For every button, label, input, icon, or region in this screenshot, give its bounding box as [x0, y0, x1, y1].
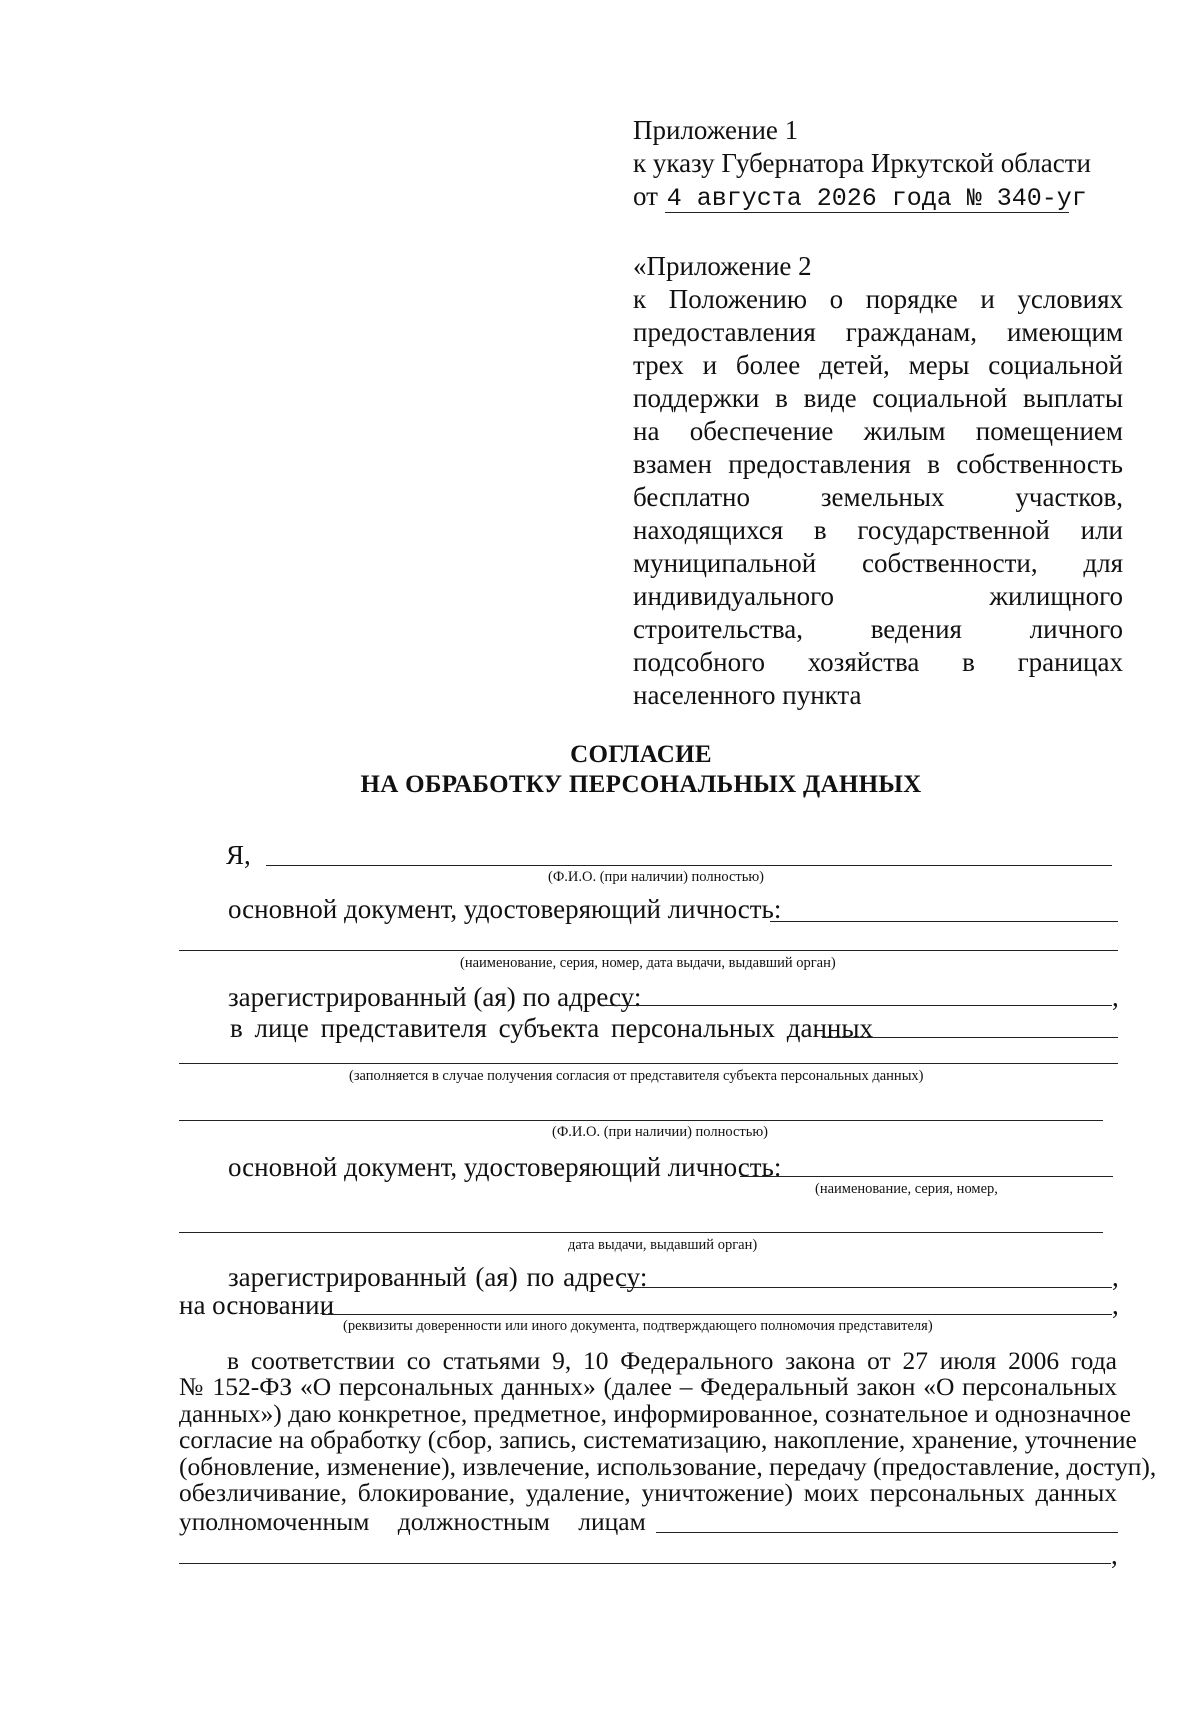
rep-fio-caption: (Ф.И.О. (при наличии) полностью)	[552, 1124, 769, 1140]
regulation-line: подсобного хозяйства в границах	[633, 647, 1123, 677]
regulation-line: бесплатно земельных участков,	[633, 482, 1123, 512]
appendix-2-title: «Приложение 2	[633, 251, 812, 281]
consent-line: № 152-ФЗ «О персональных данных» (далее – Федеральный закон «О персональных	[179, 1372, 1117, 1402]
authorized-persons-field[interactable]	[656, 1532, 1118, 1533]
title-line-2: НА ОБРАБОТКУ ПЕРСОНАЛЬНЫХ ДАННЫХ	[360, 771, 922, 798]
rep-registered-label: зарегистрированный (ая) по адресу:	[228, 1262, 648, 1292]
regulation-line: предоставления гражданам, имеющим	[633, 317, 1123, 347]
basis-label: на основании	[179, 1290, 335, 1320]
regulation-line: строительства, ведения личного	[633, 614, 1123, 644]
registered-label: зарегистрированный (ая) по адресу:	[228, 982, 642, 1012]
appendix-number: Приложение 1	[633, 115, 799, 145]
consent-last-line: уполномоченным должностным лицам	[179, 1507, 646, 1536]
appendix-regulation	[633, 250, 1123, 712]
regulation-line: на обеспечение жилым помещением	[633, 416, 1123, 446]
regulation-line: индивидуального жилищного	[633, 581, 1123, 611]
consent-line: (обновление, изменение), извлечение, использование, передачу (предоставление, доступ),	[179, 1451, 1157, 1481]
representative-caption: (заполняется в случае получения согласия от представителя субъекта персональных данных)	[349, 1068, 924, 1084]
consent-line: согласие на обработку (сбор, запись, систематизацию, накопление, хранение, уточнение	[179, 1425, 1137, 1455]
fio-field[interactable]	[266, 865, 1112, 866]
consent-line: данных») даю конкретное, предметное, информированное, сознательное и однозначное	[179, 1398, 1131, 1428]
representative-field[interactable]	[822, 1037, 1118, 1038]
id-doc-caption: (наименование, серия, номер, дата выдачи, выдавший орган)	[460, 955, 836, 971]
date-prefix: от	[633, 181, 658, 211]
basis-caption: (реквизиты доверенности или иного документа, подтверждающего полномочия представителя)	[343, 1318, 933, 1334]
representative-field-continued[interactable]	[179, 1063, 1118, 1064]
regulation-line: населенного пункта	[633, 680, 862, 710]
id-doc-field-continued[interactable]	[179, 950, 1118, 951]
i-label: Я,	[226, 840, 251, 870]
basis-comma: ,	[1112, 1290, 1119, 1320]
fio-caption: (Ф.И.О. (при наличии) полностью)	[548, 869, 765, 885]
consent-line: обезличивание, блокирование, удаление, уничтожение) моих персональных данных	[179, 1478, 1117, 1508]
consent-line: в соответствии со статьями 9, 10 Федерального закона от 27 июля 2006 года	[227, 1346, 1117, 1375]
representative-label: в лице представителя субъекта персональных данных	[230, 1013, 874, 1043]
regulation-line: взамен предоставления в собственность	[633, 449, 1123, 479]
rep-id-doc-label: основной документ, удостоверяющий личность:	[228, 1152, 782, 1182]
regulation-line: трех и более детей, меры социальной	[633, 350, 1123, 380]
trailing-comma: ,	[1111, 1540, 1118, 1570]
rep-id-doc-field[interactable]	[740, 1176, 1113, 1177]
appendix-header	[633, 114, 1123, 213]
id-doc-label: основной документ, удостоверяющий личность:	[228, 894, 782, 924]
regulation-line: муниципальной собственности, для	[633, 548, 1123, 578]
rep-address-comma: ,	[1112, 1262, 1119, 1292]
rep-address-field[interactable]	[620, 1287, 1112, 1288]
rep-id-doc-caption-2: дата выдачи, выдавший орган)	[568, 1237, 758, 1253]
document-title	[0, 740, 1200, 800]
rep-fio-field[interactable]	[179, 1120, 1103, 1121]
rep-id-doc-caption-1: (наименование, серия, номер,	[815, 1181, 998, 1197]
rep-id-doc-field-continued[interactable]	[179, 1232, 1103, 1233]
authorized-persons-field-continued[interactable]	[179, 1563, 1111, 1564]
basis-field[interactable]	[322, 1314, 1112, 1315]
regulation-line: к Положению о порядке и условиях	[633, 284, 1123, 314]
consent-paragraph	[179, 1346, 1157, 1508]
appendix-decree-ref: к указу Губернатора Иркутской области	[633, 148, 1091, 178]
address-comma: ,	[1112, 982, 1119, 1012]
regulation-line: находящихся в государственной или	[633, 515, 1123, 545]
appendix-decree-date	[633, 180, 1123, 213]
decree-number: 4 августа 2026 года № 340-уг	[666, 184, 1087, 213]
address-field[interactable]	[604, 1005, 1112, 1006]
id-doc-field[interactable]	[770, 921, 1118, 922]
regulation-line: поддержки в виде социальной выплаты	[633, 383, 1123, 413]
title-line-1: СОГЛАСИЕ	[570, 741, 712, 768]
